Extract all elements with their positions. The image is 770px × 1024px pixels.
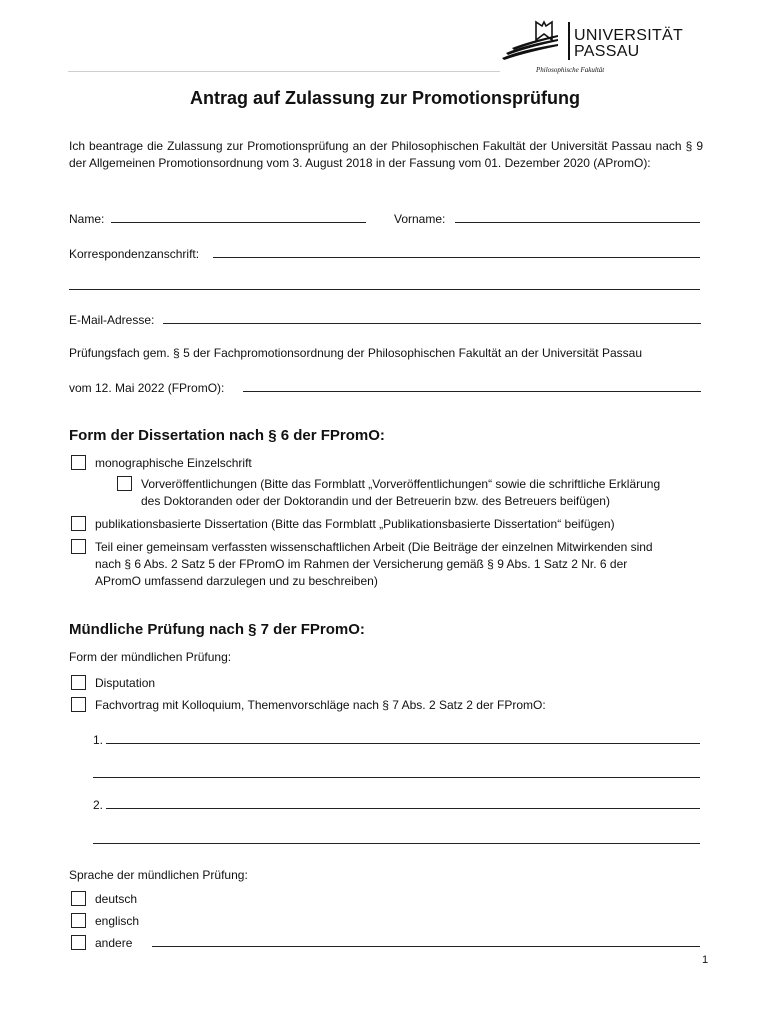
logo-university-name: UNIVERSITÄT xyxy=(574,27,684,44)
checkbox-prepublications[interactable] xyxy=(117,476,132,491)
intro-paragraph: Ich beantrage die Zulassung zur Promotionsprüfung an der Philosophischen Fakultät der Universität Passau nach § 9 der Allgemeinen Promotionsordnung vom 3. August 2018 in der Fassung vom 01. Dezember 2020 (APromO): xyxy=(69,139,703,170)
address-input-line-2[interactable] xyxy=(69,289,700,290)
email-label: E-Mail-Adresse: xyxy=(69,313,155,327)
lang-german-label: deutsch xyxy=(95,892,138,906)
subject-input-line[interactable] xyxy=(243,391,701,392)
checkbox-disputation[interactable] xyxy=(71,675,86,690)
option-joint-work-label: Teil einer gemeinsam verfassten wissenschaftlichen Arbeit (Die Beiträge der einzelnen Mitwirkenden sind xyxy=(95,540,653,554)
email-input-line[interactable] xyxy=(163,323,701,324)
logo-divider xyxy=(568,22,570,60)
checkbox-lang-other[interactable] xyxy=(71,935,86,950)
checkbox-lang-english[interactable] xyxy=(71,913,86,928)
dissertation-heading: Form der Dissertation nach § 6 der FPromO: xyxy=(69,427,385,444)
vorname-label: Vorname: xyxy=(394,212,446,226)
option-joint-work-label-cont1: nach § 6 Abs. 2 Satz 5 der FPromO im Rahmen der Versicherung gemäß § 9 Abs. 1 Satz 2 Nr. 6 der xyxy=(95,557,628,571)
vorname-input-line[interactable] xyxy=(455,222,700,223)
lang-other-input-line[interactable] xyxy=(152,946,700,947)
checkbox-joint-work[interactable] xyxy=(71,539,86,554)
option-monograph-label: monographische Einzelschrift xyxy=(95,456,252,470)
address-input-line-1[interactable] xyxy=(213,257,700,258)
option-prepublications-label: Vorveröffentlichungen (Bitte das Formblatt „Vorveröffentlichungen“ sowie die schriftliche Erklärung xyxy=(141,477,661,491)
checkbox-monograph[interactable] xyxy=(71,455,86,470)
option-disputation-label: Disputation xyxy=(95,676,156,690)
page-number: 1 xyxy=(702,954,709,966)
lang-other-label: andere xyxy=(95,936,133,950)
topic-2-label: 2. xyxy=(93,798,104,812)
checkbox-lang-german[interactable] xyxy=(71,891,86,906)
option-prepublications-label-cont: des Doktoranden oder der Doktorandin und der Betreuerin bzw. des Betreuers beifügen) xyxy=(141,494,610,508)
page-title: Antrag auf Zulassung zur Promotionsprüfung xyxy=(190,88,580,108)
topic-1-input-line[interactable] xyxy=(106,743,700,744)
option-publication-based-label: publikationsbasierte Dissertation (Bitte das Formblatt „Publikationsbasierte Dissertation“ beifügen) xyxy=(95,517,615,531)
name-label: Name: xyxy=(69,212,105,226)
subject-label-line1: Prüfungsfach gem. § 5 der Fachpromotionsordnung der Philosophischen Fakultät an der Universität Passau xyxy=(69,346,642,360)
header-rule xyxy=(68,71,500,72)
lang-english-label: englisch xyxy=(95,914,140,928)
logo-mark-icon xyxy=(500,20,572,62)
checkbox-lecture-colloquium[interactable] xyxy=(71,697,86,712)
address-label: Korrespondenzanschrift: xyxy=(69,247,200,261)
topic-2-input-line-2[interactable] xyxy=(93,843,700,844)
oral-exam-heading: Mündliche Prüfung nach § 7 der FPromO: xyxy=(69,621,365,638)
checkbox-publication-based[interactable] xyxy=(71,516,86,531)
option-lecture-colloquium-label: Fachvortrag mit Kolloquium, Themenvorschläge nach § 7 Abs. 2 Satz 2 der FPromO: xyxy=(95,698,546,712)
subject-label-line2: vom 12. Mai 2022 (FPromO): xyxy=(69,381,225,395)
topic-1-input-line-2[interactable] xyxy=(93,777,700,778)
topic-2-input-line[interactable] xyxy=(106,808,700,809)
option-joint-work-label-cont2: APromO umfassend darzulegen und zu beschreiben) xyxy=(95,574,378,588)
logo-faculty-name: Philosophische Fakultät xyxy=(536,66,605,74)
name-input-line[interactable] xyxy=(111,222,366,223)
logo-city-name: PASSAU xyxy=(574,43,640,60)
topic-1-label: 1. xyxy=(93,733,104,747)
oral-form-label: Form der mündlichen Prüfung: xyxy=(69,650,232,664)
language-label: Sprache der mündlichen Prüfung: xyxy=(69,868,248,882)
